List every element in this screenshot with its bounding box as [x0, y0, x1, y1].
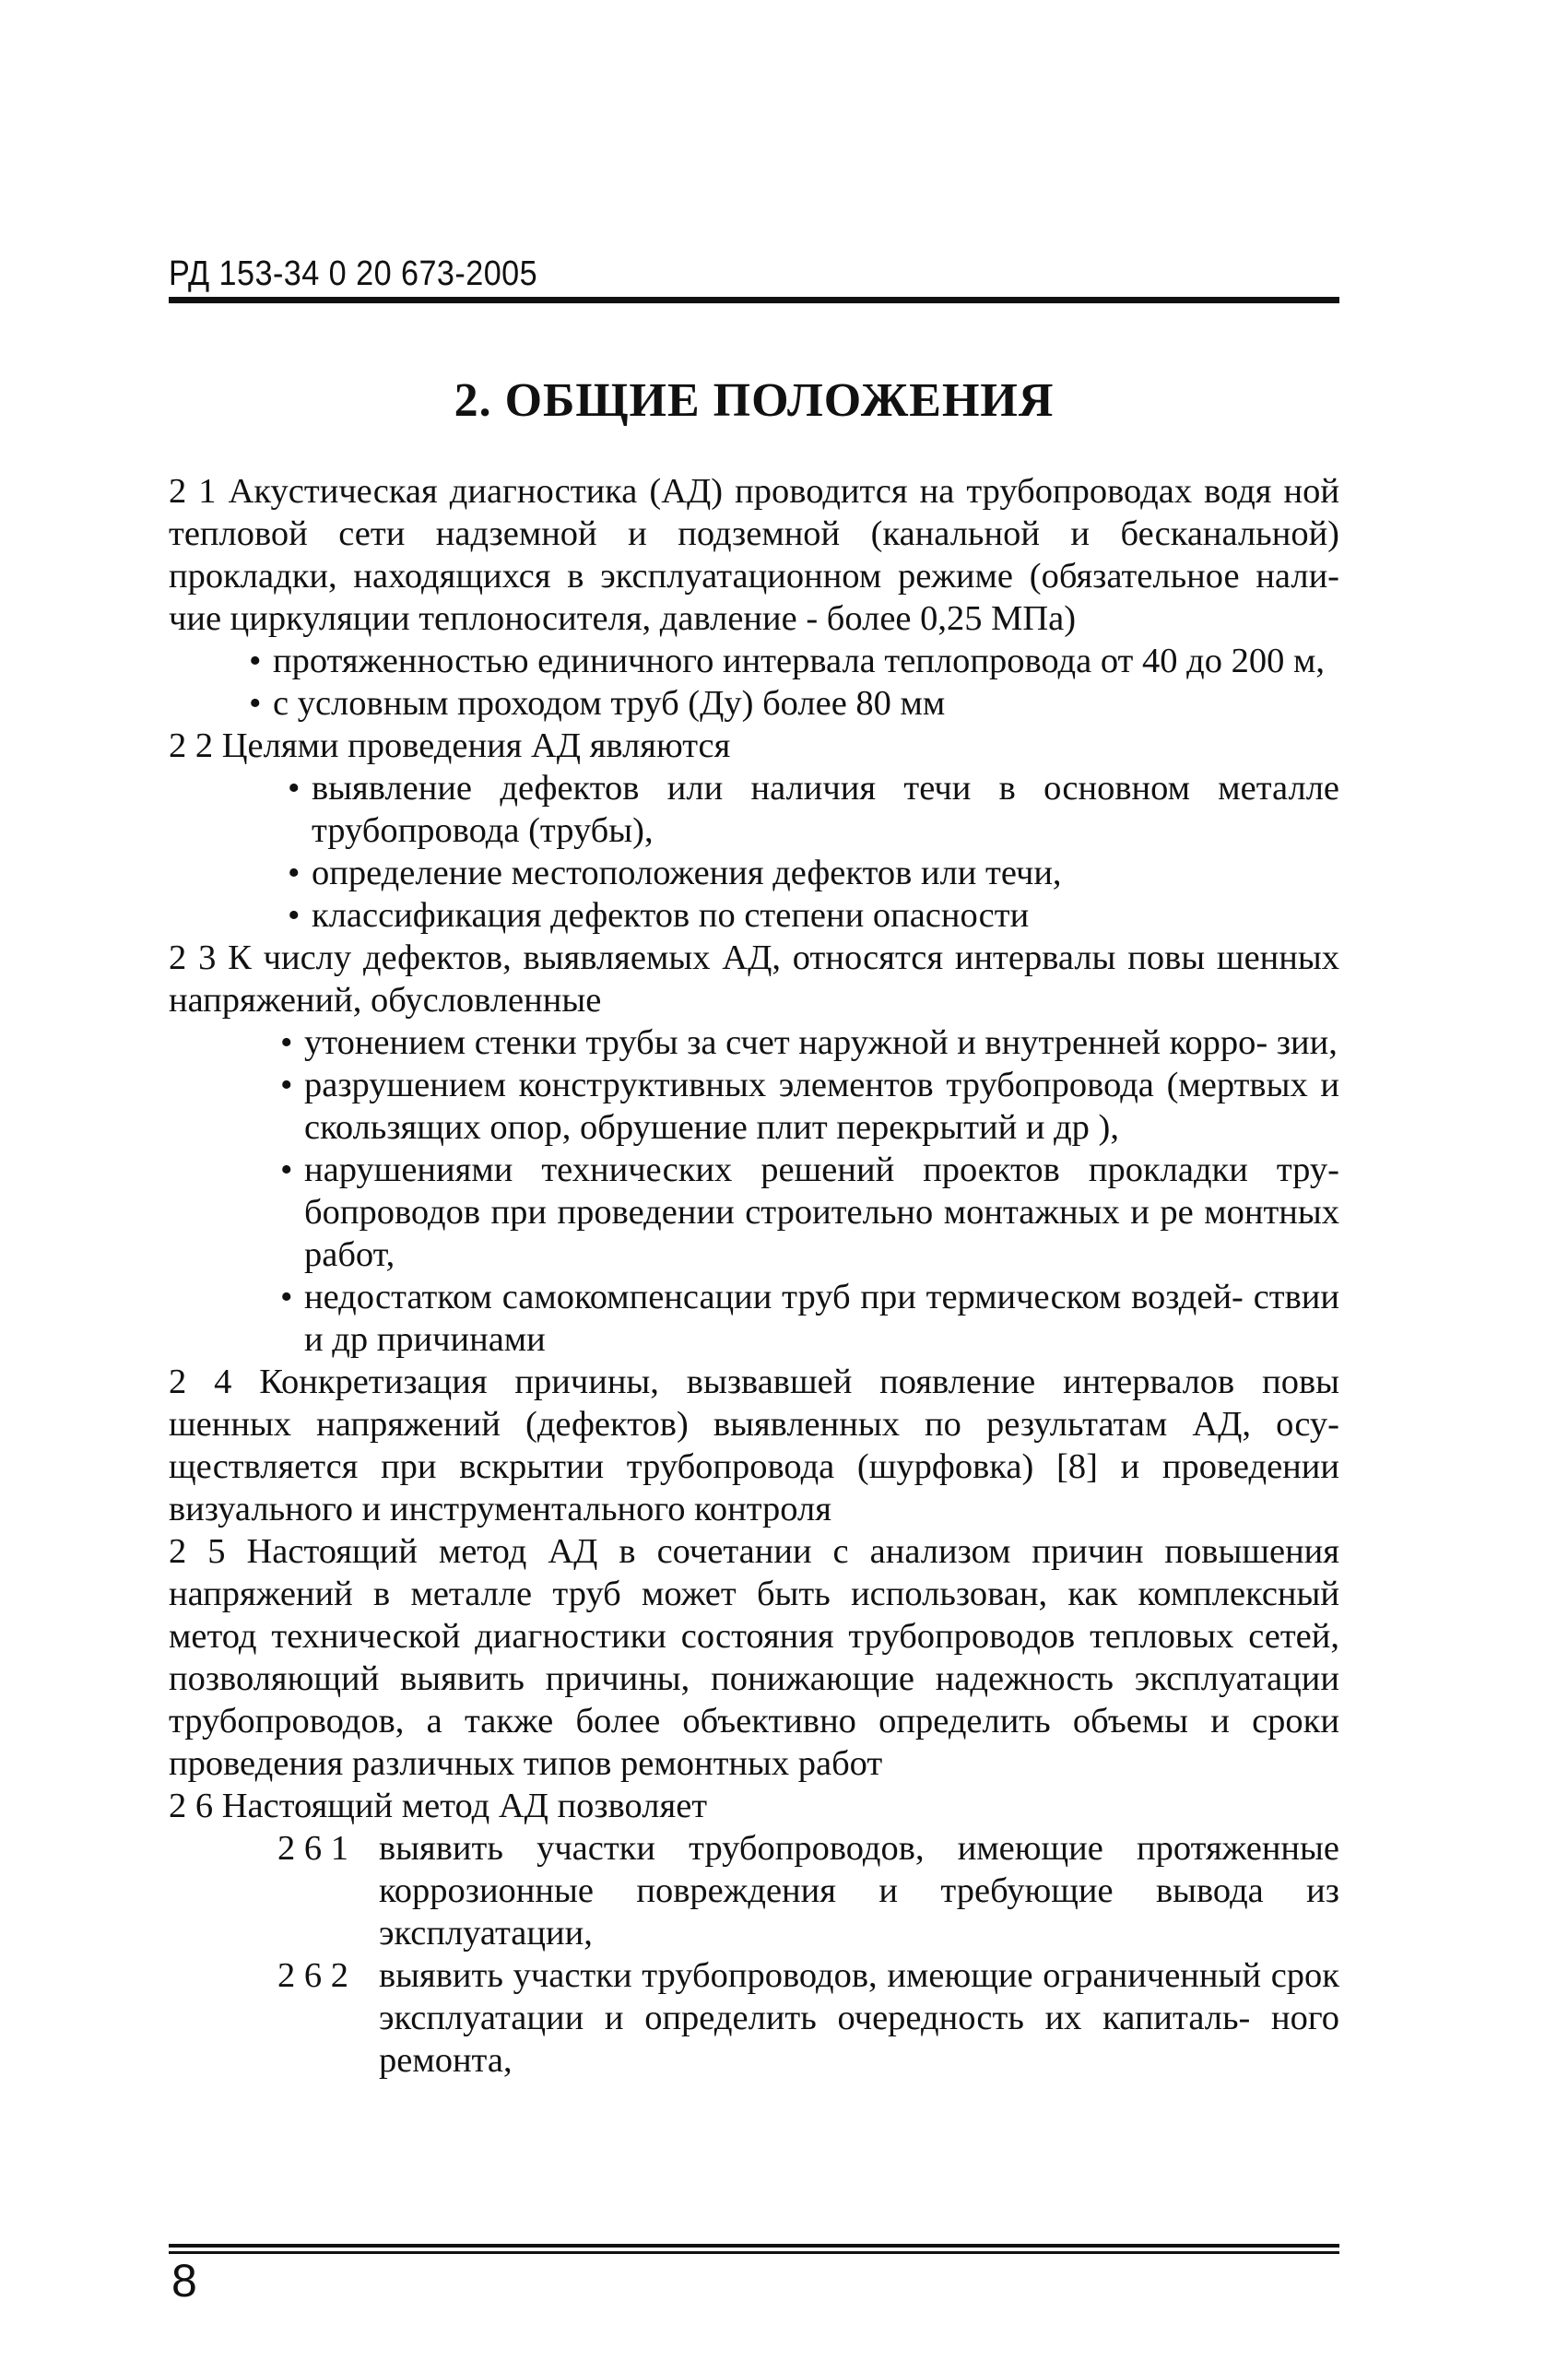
footer-rule-line — [169, 2244, 1339, 2248]
subclause-text: выявить участки трубопроводов, имеющие протяженные коррозионные повреждения и требующие вывода из эксплуатации, — [379, 1829, 1339, 1953]
list-item-text: классификация дефектов по степени опасности — [312, 896, 1030, 935]
bullet-icon: • — [249, 642, 262, 680]
paragraph-2-6: 2 6 Настоящий метод АД позволяет — [169, 1787, 708, 1825]
list-item-text: разрушением конструктивных элементов трубопровода (мертвых и скользящих опор, обрушение плит перекрытий и др ), — [304, 1066, 1339, 1147]
page-number: 8 — [171, 2255, 197, 2307]
footer-rule — [169, 2244, 1339, 2254]
bullet-icon: • — [249, 684, 262, 723]
list-item — [280, 1149, 1339, 1276]
paragraph-2-4: 2 4 Конкретизация причины, вызвавшей появление интервалов повы шенных напряжений (дефектов) выявленных по результатам АД, осу- ществляется при вскрытии трубопровода (шурфовка) [8] и проведении визуального и инструментального контроля — [169, 1363, 1339, 1528]
header-rule — [169, 297, 1339, 303]
subclause-2-6-2 — [277, 1954, 1339, 2082]
list-item — [280, 1021, 1339, 1064]
bullet-icon: • — [280, 1066, 293, 1104]
list-item-text: с условным проходом труб (Ду) более 80 мм — [273, 684, 946, 723]
document-body — [169, 470, 1339, 2082]
subclause-number: 2 6 1 — [277, 1829, 348, 1868]
subclause-number: 2 6 2 — [277, 1956, 348, 1995]
list-item — [249, 640, 1339, 682]
bullet-icon: • — [280, 1278, 293, 1316]
list-item-text: утонением стенки трубы за счет наружной и внутренней корро- зии, — [304, 1023, 1338, 1062]
bullet-icon: • — [280, 1023, 293, 1062]
list-item-text: нарушениями технических решений проектов прокладки тру- бопроводов при проведении строительно монтажных и ре монтных работ, — [304, 1150, 1339, 1274]
list-item — [288, 852, 1339, 894]
list-item-text: протяженностью единичного интервала теплопровода от 40 до 200 м, — [273, 642, 1325, 680]
list-item-text: определение местоположения дефектов или течи, — [312, 854, 1062, 892]
running-header — [169, 256, 1339, 303]
bullet-icon: • — [288, 769, 301, 808]
paragraph-2-2: 2 2 Целями проведения АД являются — [169, 726, 731, 765]
subclause-2-6-1 — [277, 1827, 1339, 1954]
footer-rule-line — [169, 2251, 1339, 2254]
list-item — [280, 1276, 1339, 1361]
bullet-icon: • — [288, 896, 301, 935]
paragraph-2-5: 2 5 Настоящий метод АД в сочетании с анализом причин повышения напряжений в металле труб может быть использован, как комплексный метод технической диагностики состояния трубопроводов тепловых сетей, позволяющий выявить причины, понижающие надежность эксплуатации трубопроводов, а также более объективно определить объемы и сроки проведения различных типов ремонтных работ — [169, 1532, 1339, 1783]
paragraph-2-3: 2 3 К числу дефектов, выявляемых АД, относятся интервалы повы шенных напряжений, обусловленные — [169, 938, 1339, 1020]
bullet-list-2-1 — [169, 640, 1339, 725]
list-item — [288, 894, 1339, 937]
subclause-text: выявить участки трубопроводов, имеющие ограниченный срок эксплуатации и определить очередность их капиталь- ного ремонта, — [379, 1956, 1339, 2080]
document-code: РД 153-34 0 20 673-2005 — [169, 254, 538, 293]
list-item — [249, 682, 1339, 725]
list-item — [280, 1064, 1339, 1149]
bullet-list-2-2 — [169, 767, 1339, 937]
bullet-icon: • — [288, 854, 301, 892]
bullet-icon: • — [280, 1150, 293, 1189]
list-item-text: выявление дефектов или наличия течи в основном металле трубопровода (трубы), — [312, 769, 1339, 850]
paragraph-2-1: 2 1 Акустическая диагностика (АД) проводится на трубопроводах водя ной тепловой сети надземной и подземной (канальной и бесканальной) прокладки, находящихся в эксплуатационном режиме (обязательное нали- чие циркуляции теплоносителя, давление - более 0,25 МПа) — [169, 472, 1339, 638]
list-item-text: недостатком самокомпенсации труб при термическом воздей- ствии и др причинами — [304, 1278, 1339, 1359]
list-item — [288, 767, 1339, 852]
bullet-list-2-3 — [169, 1021, 1339, 1361]
section-title: 2. ОБЩИЕ ПОЛОЖЕНИЯ — [454, 374, 1055, 427]
